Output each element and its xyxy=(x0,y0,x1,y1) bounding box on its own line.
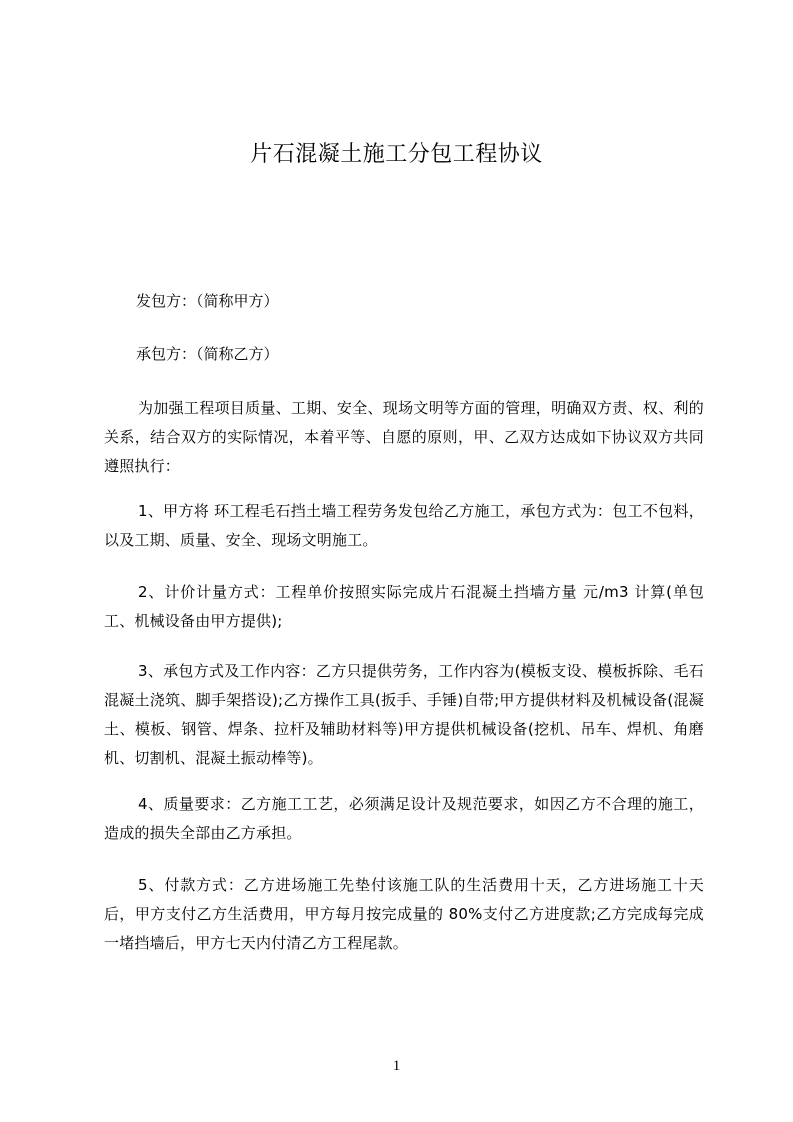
clause-5-paragraph: 5、付款方式：乙方进场施工先垫付该施工队的生活费用十天，乙方进场施工十天后，甲方支付乙方生活费用，甲方每月按完成量的 80%支付乙方进度款;乙方完成每完成一堵挡墙后，甲方七天内付清乙方工程尾款。 xyxy=(104,876,704,952)
intro-paragraph: 为加强工程项目质量、工期、安全、现场文明等方面的管理，明确双方责、权、利的关系，结合双方的实际情况，本着平等、自愿的原则，甲、乙双方达成如下协议双方共同遵照执行： xyxy=(104,399,704,475)
document-title: 片石混凝土施工分包工程协议 xyxy=(250,142,543,167)
contractor-line: 承包方：（简称乙方） xyxy=(136,345,279,363)
clause-1-paragraph: 1、甲方将 环工程毛石挡土墙工程劳务发包给乙方施工，承包方式为：包工不包料，以及工期、质量、安全、现场文明施工。 xyxy=(104,502,704,549)
page-number: 1 xyxy=(392,1058,401,1074)
clause-3-paragraph: 3、承包方式及工作内容：乙方只提供劳务，工作内容为(模板支设、模板拆除、毛石混凝土浇筑、脚手架搭设);乙方操作工具(扳手、手锤)自带;甲方提供材料及机械设备(混凝土、模板、钢管、焊条、拉杆及辅助材料等)甲方提供机械设备(挖机、吊车、焊机、角磨机、切割机、混凝土振动棒等)。 xyxy=(104,662,704,767)
employer-line: 发包方：（简称甲方） xyxy=(136,292,279,310)
clause-4-paragraph: 4、质量要求：乙方施工工艺，必须满足设计及规范要求，如因乙方不合理的施工，造成的损失全部由乙方承担。 xyxy=(104,795,704,842)
clause-2-paragraph: 2、计价计量方式：工程单价按照实际完成片石混凝土挡墙方量 元/m3 计算(单包工、机械设备由甲方提供); xyxy=(104,583,704,630)
